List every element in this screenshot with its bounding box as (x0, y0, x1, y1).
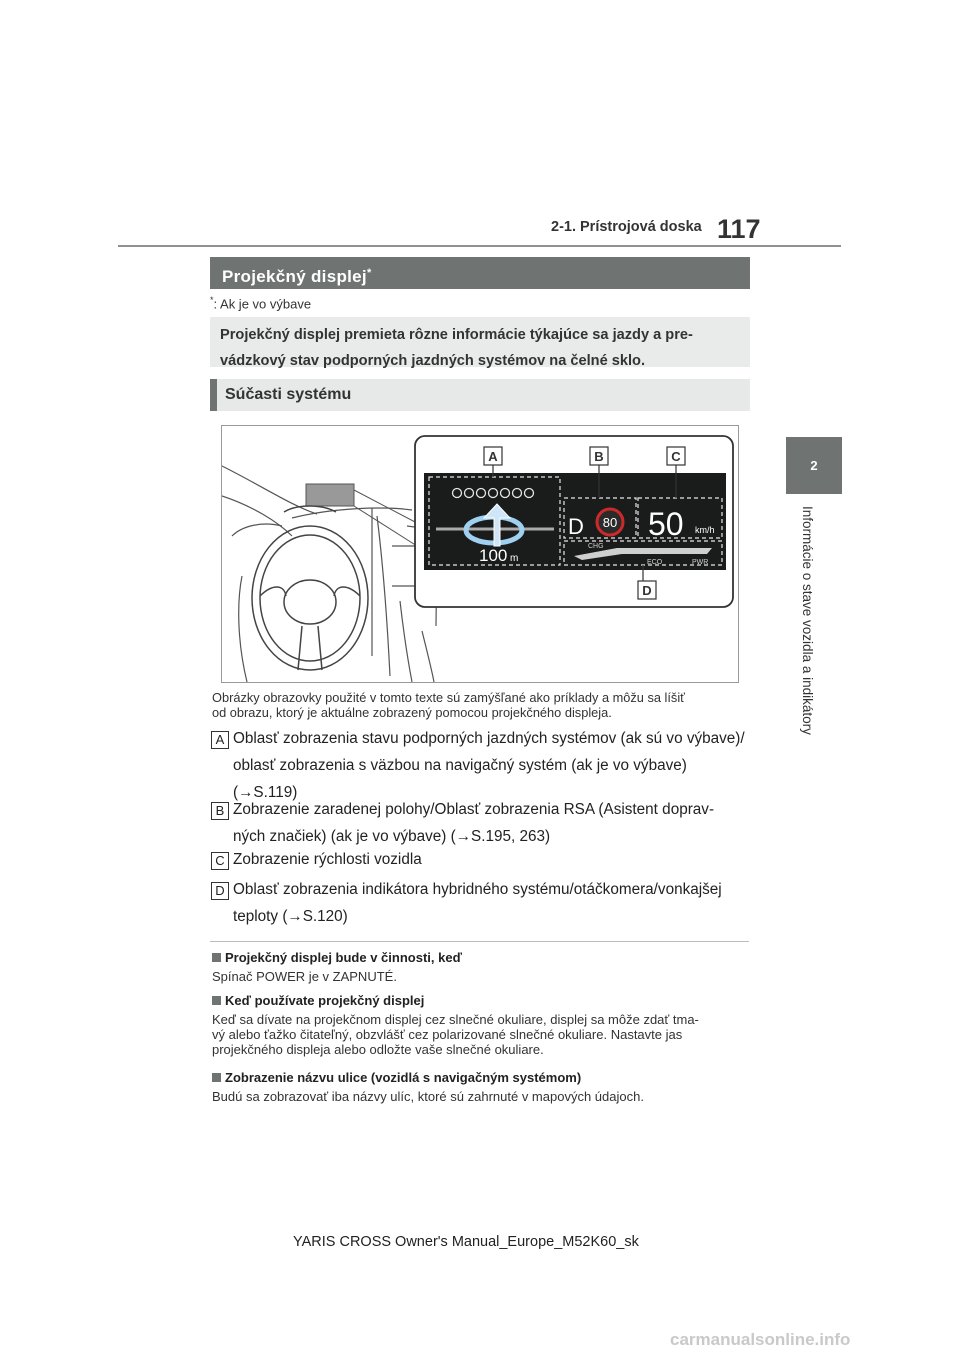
note-heading-2 (212, 993, 424, 1008)
note-line: Keď sa dívate na projekčnom displej cez slnečné okuliare, displej sa môže zdať tma- (212, 1012, 699, 1027)
note-body-3 (212, 1089, 752, 1104)
hud-distance: 100 (479, 546, 508, 565)
item-badge: C (211, 852, 229, 870)
intro-line-2: vádzkový stav podporných jazdných systémov na čelné sklo. (220, 353, 645, 369)
hud-gear: D (568, 514, 584, 539)
item-line: teploty (→S.120) (233, 908, 348, 925)
footnote-text: : Ak je vo výbave (213, 296, 312, 312)
item-badge: D (211, 882, 229, 900)
caption-line-1: Obrázky obrazovky použité v tomto texte sú zamýšľané ako príklady a môžu sa líšiť (212, 690, 685, 705)
intro-box (210, 317, 750, 367)
header-rule (118, 245, 841, 247)
note-line: Budú sa zobrazovať iba názvy ulíc, ktoré sú zahrnuté v mapových údajoch. (212, 1089, 644, 1104)
hud-speed-unit: km/h (695, 525, 715, 535)
square-bullet-icon (212, 996, 221, 1005)
item-line: (→S.119) (233, 784, 298, 801)
list-item-d (211, 878, 756, 929)
item-line: Oblasť zobrazenia indikátora hybridného systému/otáčkomera/vonkajšej (233, 881, 722, 898)
item-line: oblasť zobrazenia s väzbou na navigačný systém (ak je vo výbave) (233, 757, 687, 774)
list-item-b (211, 798, 756, 849)
callout-d-label: D (642, 583, 652, 598)
note-line: vý alebo ťažko čitateľný, obzvlášť cez polarizované slnečné okuliare. Nastavte jas (212, 1027, 683, 1042)
item-line: Oblasť zobrazenia stavu podporných jazdných systémov (ak sú vo výbave)/ (233, 730, 745, 747)
item-line: Zobrazenie rýchlosti vozidla (233, 851, 422, 868)
chapter-title: Informácie o stave vozidla a indikátory (800, 506, 815, 735)
note-heading-text: Zobrazenie názvu ulice (vozidlá s navigačným systémom) (225, 1070, 582, 1085)
page-footer: YARIS CROSS Owner's Manual_Europe_M52K60_sk (293, 1234, 639, 1250)
note-heading-1 (212, 950, 462, 965)
square-bullet-icon (212, 1073, 221, 1082)
note-body-2 (212, 1012, 752, 1057)
footnote (210, 295, 311, 311)
note-heading-text: Projekčný displej bude v činnosti, keď (225, 950, 462, 965)
chapter-tab: 2 (786, 437, 842, 494)
figure-frame (221, 425, 739, 683)
hud-speed: 50 (648, 506, 684, 542)
item-badge: B (211, 802, 229, 820)
hud-eco-label: ECO (647, 559, 663, 566)
note-heading-text: Keď používate projekčný displej (225, 993, 425, 1008)
note-heading-3 (212, 1070, 581, 1085)
section-title: 2-1. Prístrojová doska (551, 219, 702, 235)
hud-chg-label: CHG (588, 543, 604, 550)
list-item-c (211, 848, 756, 872)
item-line: ných značiek) (ak je vo výbave) (→S.195, 263) (233, 828, 551, 845)
note-line: projekčného displeja alebo odložte vaše slnečné okuliare. (212, 1042, 544, 1057)
item-line: Zobrazenie zaradenej polohy/Oblasť zobrazenia RSA (Asistent doprav- (233, 801, 715, 818)
note-line: Spínač POWER je v ZAPNUTÉ. (212, 969, 397, 984)
main-heading (210, 257, 750, 289)
callout-a-label: A (488, 449, 498, 464)
list-item-a (211, 727, 756, 805)
intro-line-1: Projekčný displej premieta rôzne informácie týkajúce sa jazdy a pre- (220, 327, 693, 343)
hud-pwr-label: PWR (692, 559, 709, 566)
item-badge: A (211, 731, 229, 749)
page-number: 117 (717, 214, 761, 244)
note-body-1 (212, 969, 752, 984)
hud-illustration (222, 426, 738, 682)
sub-heading: Súčasti systému (210, 379, 750, 411)
section-divider (210, 941, 749, 942)
figure-caption (212, 690, 752, 720)
watermark: carmanualsonline.info (670, 1330, 851, 1349)
hud-distance-unit: m (510, 553, 519, 564)
hud-sign-speed: 80 (602, 515, 618, 530)
main-heading-mark: * (366, 267, 372, 279)
footnote-mark: * (210, 295, 214, 305)
callout-c-label: C (671, 449, 681, 464)
steering-wheel (252, 506, 368, 670)
main-heading-text: Projekčný displej (222, 267, 367, 286)
square-bullet-icon (212, 953, 221, 962)
callout-b-label: B (594, 449, 604, 464)
caption-line-2: od obrazu, ktorý je aktuálne zobrazený pomocou projekčného displeja. (212, 705, 612, 720)
hud-projection-area (306, 484, 354, 506)
